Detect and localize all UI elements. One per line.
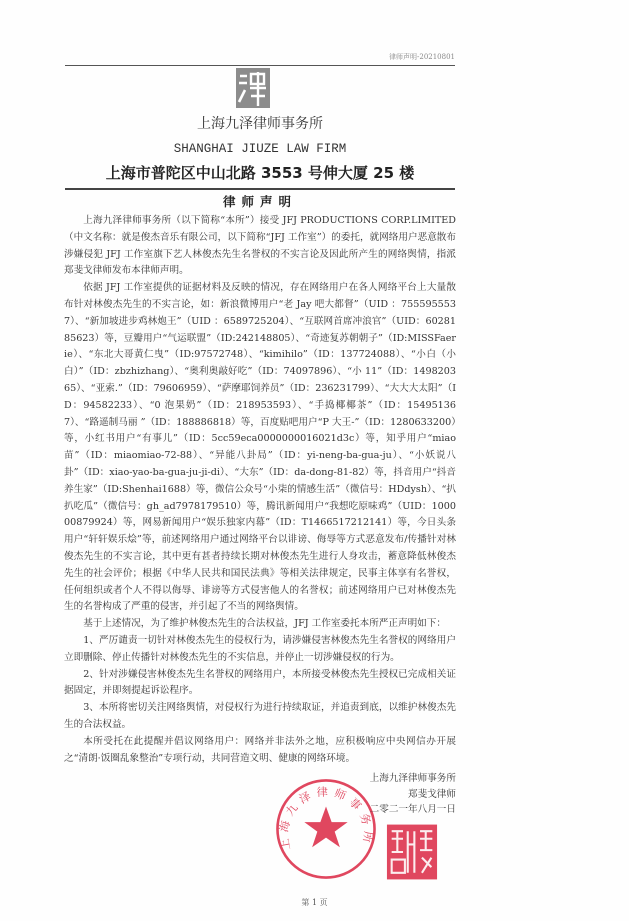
round-firm-seal-icon [274, 777, 378, 881]
firm-name-chinese: 上海九泽律师事务所 [197, 116, 323, 132]
page-number: 第 1 页 [301, 898, 328, 908]
firm-address: 上海市普陀区中山北路 3553 号伸大厦 25 楼 [105, 164, 415, 182]
signature-block [370, 771, 456, 818]
signature-date: 二零二一年八月一日 [369, 804, 456, 816]
paragraph-item-2: 2、针对涉嫌侵害林俊杰先生名誉权的网络用户，本所接受林俊杰先生授权已完成相关证据固定，并即刻提起诉讼程序。 [64, 668, 456, 697]
round-seal-text: 上海九泽律师事务所 [277, 785, 375, 852]
signature-firm: 上海九泽律师事务所 [369, 773, 456, 785]
document-title: 律师声明 [222, 194, 297, 209]
firm-logo-icon [236, 68, 270, 108]
letterhead [65, 52, 455, 211]
paragraph-facts: 依据 JFJ 工作室提供的证据材料及反映的情况，存在网络用户在各人网络平台上大量散布针对林俊杰先生的不实言论，如：新浪微博用户“老 Jay 吧大都督”（UID ：7555955537）、“新加坡进步鸡林炮王”（UID ：6589725204）、“互联网首席冲浪官”（UID：6028185623）等，豆瓣用户“气运联盟”（ID:242148805）、“奇迹复苏朝朝子”（ID:MISSFaerie）、“东北大哥黄仁曳”（ID:97572748）、“kimihilo”（ID：137724088）、“小白（小白）”（ID：zbzhizhang）、“奥利奥敲好吃”（ID：74097896）、“小 11”（ID：149820365）、“亚索.”（ID：79606959）、“萨摩耶饲养员”（ID：236231799）、“大大大太阳”（ID：94582233）、“0 泡果奶”（ID：218953593）、“手捣椰椰茶”（ID：154951367）、“路遥制马丽 ”（ID：188886818）等，百度贴吧用户“P 大王-”（ID：1280633200）等，小红书用户“有事儿”（ID：5cc59eca0000000016021d3c）等，知乎用户“miao 苗”（ID：miaomiao-72-88）、“异能八卦局”（ID：yi-neng-ba-gua-ju）、“小妖说八卦”（ID：xiao-yao-ba-gua-ju-ji-di）、“大东”（ID：da-dong-81-82）等，抖音用户“抖音养生家”（ID:Shenhai1688）等，微信公众号“小柒的情感生活”（微信号：HDdysh）、“扒扒吃瓜”（微信号：gh_ad7978179510）等，腾讯新闻用户“我想吃原味鸡”（UID：100000879924）等，网易新闻用户“娱乐独家内幕”（ID：T1466517212141）等，今日头条用户“轩轩娱乐烩”等，前述网络用户通过网络平台以诽谤、侮辱等方式恶意发布/传播针对林俊杰先生的不实言论，其中更有甚者持续长期对林俊杰先生进行人身攻击，蓄意降低林俊杰先生的社会评价；根据《中华人民共和国民法典》等相关法律规定，民事主体享有名誉权，任何组织或者个人不得以侮辱、诽谤等方式侵害他人的名誉权；前述网络用户已对林俊杰先生的名誉构成了严重的侵害，并引起了不当的网络舆情。 [64, 282, 456, 613]
paragraph-closing: 本所受托在此提醒并倡议网络用户：网络并非法外之地，应积极响应中央网信办开展之“清朗·饭圈乱象整治”专项行动，共同营造文明、健康的网络环境。 [64, 735, 456, 764]
paragraph-intro: 上海九泽律师事务所（以下简称“本所”）接受 JFJ PRODUCTIONS CORP.LIMITED（中文名称：就是俊杰音乐有限公司，以下简称“JFJ 工作室”）的委托，就网络用户恶意散布涉嫌侵犯 JFJ 工作室旗下艺人林俊杰先生名誉权的不实言论及因此所产生的网络舆情，指派郑斐戈律师发布本律师声明。 [64, 215, 456, 277]
header-top-rule [65, 65, 455, 66]
closing-area [64, 771, 456, 891]
firm-logo-glyph-icon [236, 68, 270, 108]
statement-body [64, 213, 456, 767]
paragraph-item-3: 3、本所将密切关注网络舆情，对侵权行为进行持续取证，并追责到底，以维护林俊杰先生的合法权益。 [64, 702, 456, 730]
signature-lawyer: 郑斐戈律师 [408, 788, 456, 800]
firm-name-english: SHANGHAI JIUZE LAW FIRM [173, 142, 347, 156]
paragraph-declaration-lead: 基于上述情况，为了维护林俊杰先生的合法权益，JFJ 工作室委托本所严正声明如下： [83, 618, 446, 630]
header-bottom-rule [65, 188, 455, 190]
square-lawyer-seal-icon [386, 823, 438, 881]
paragraph-item-1: 1、严厉谴责一切针对林俊杰先生的侵权行为，请涉嫌侵害林俊杰先生名誉权的网络用户立即删除、停止传播针对林俊杰先生的不实信息，并停止一切涉嫌侵权的行为。 [64, 634, 456, 663]
document-reference-code: 律师声明-20210801 [389, 53, 455, 61]
